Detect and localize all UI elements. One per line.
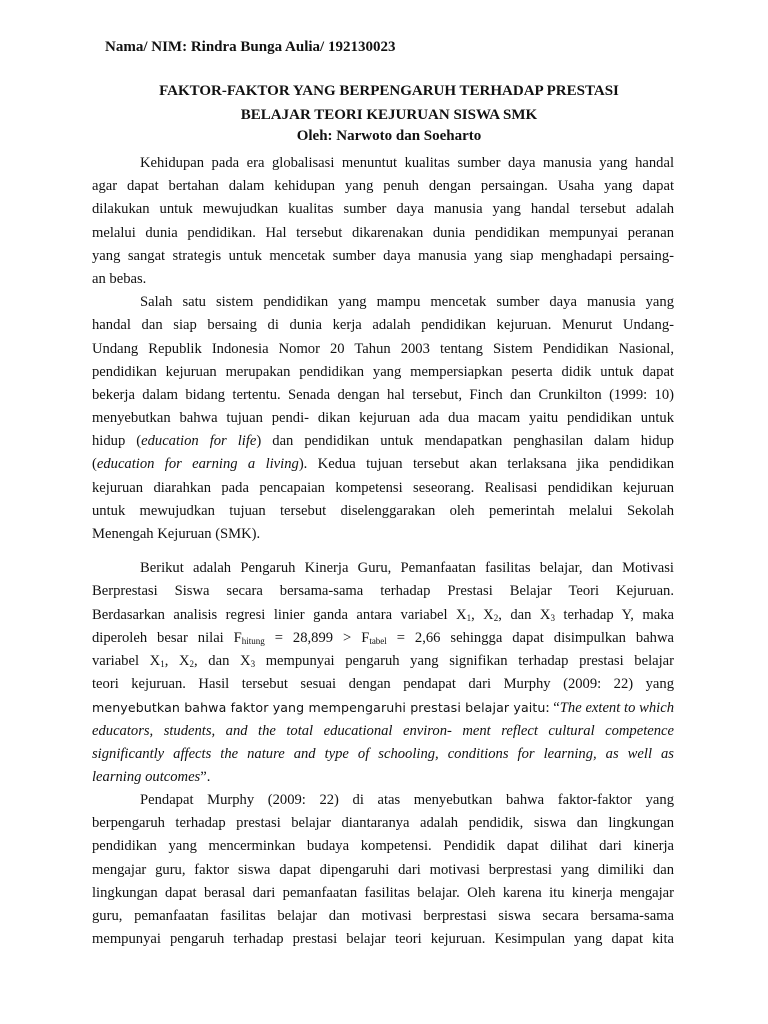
text-span: : “	[545, 700, 560, 717]
text-line	[92, 650, 674, 673]
text-line: Salah satu sistem pendidikan yang mampu mencetak sumber daya manusia yang	[140, 294, 674, 311]
text-line: berpengaruh terhadap prestasi belajar diantaranya adalah pendidik, siswa dan lingkungan	[92, 815, 674, 832]
text-line	[92, 604, 674, 627]
text-line: Pendapat Murphy (2009: 22) di atas menyebutkan bahwa faktor-faktor yang	[140, 792, 674, 809]
paragraph-3	[92, 557, 674, 789]
text-span: = 28,899 > F	[264, 629, 370, 646]
article-body	[92, 152, 674, 951]
text-line: lingkungan dapat berasal dari pemanfaatan fasilitas belajar. Oleh karena itu kinerja mengajar	[92, 884, 674, 901]
subscript: 3	[250, 658, 256, 669]
subscript: 1	[466, 612, 472, 623]
text-line: pendidikan kejuruan merupakan pendidikan yang mempersiapkan peserta didik untuk dapat	[92, 363, 674, 380]
text-line: Kehidupan pada era globalisasi menuntut kualitas sumber daya manusia yang handal	[140, 155, 674, 171]
text-line: mempunyai pengaruh terhadap prestasi belajar teori kejuruan. Kesimpulan yang dapat kita	[92, 931, 674, 948]
text-line: agar dapat bertahan dalam kehidupan yang penuh dengan persaingan. Usaha yang dapat	[92, 178, 674, 195]
text-line	[92, 696, 674, 719]
subscript: 2	[189, 658, 195, 669]
subscript: 1	[160, 658, 165, 669]
text-span: , X	[471, 606, 494, 623]
paragraph-2	[92, 291, 674, 546]
text-line: teori kejuruan. Hasil tersebut sesuai dengan pendapat dari Murphy (2009: 22) yang	[92, 676, 674, 693]
text-line	[92, 743, 674, 766]
text-line: dilakukan untuk mewujudkan kualitas sumber daya manusia yang handal tersebut adalah	[92, 201, 674, 218]
text-line	[92, 766, 674, 789]
text-line: an bebas.	[92, 270, 147, 287]
text-line: kejuruan diarahkan pada pencapaian kompetensi seseorang. Realisasi pendidikan kejuruan	[92, 479, 674, 496]
italic-term: education for life	[141, 433, 257, 450]
text-line	[92, 430, 674, 453]
text-line: mengajar guru, faktor siswa dapat dipengaruhi dari motivasi berprestasi yang dimiliki dan	[92, 861, 674, 878]
subscript: hitung	[241, 635, 265, 646]
text-line: menyebutkan bahwa tujuan pendi- dikan kejuruan ada dua macam yaitu pendidikan untuk	[92, 410, 674, 427]
italic-quote: educators, students, and the total educational environ- ment reflect cultural competence	[92, 722, 674, 739]
student-name-nim: Nama/ NIM: Rindra Bunga Aulia/ 192130023	[105, 39, 396, 55]
text-span: = 2,66 sehingga dapat disimpulkan bahwa	[386, 629, 674, 646]
text-span: Berdasarkan analisis regresi linier ganda antara variabel X	[92, 606, 467, 623]
text-line: melalui dunia pendidikan. Hal tersebut dikarenakan dunia pendidikan mempunyai peranan	[92, 224, 674, 241]
text-line: handal dan siap bersaing di dunia kerja adalah pendidikan kejuruan. Menurut Undang-	[92, 317, 674, 334]
text-span: , dan X	[194, 652, 251, 669]
italic-term: education for earning a living	[96, 456, 299, 473]
text-line: bekerja dalam bidang tertentu. Senada dengan hal tersebut, Finch dan Crunkilton (1999: 10)	[92, 386, 674, 403]
subscript: 3	[550, 612, 555, 623]
text-line: yang sangat strategis untuk mencetak sumber daya manusia yang siap menghadapi persaing-	[92, 247, 674, 264]
paragraph-4	[92, 789, 674, 951]
text-span: mempunyai pengaruh yang signifikan terhadap prestasi belajar	[255, 652, 674, 669]
text-line: untuk mewujudkan tujuan tersebut diselenggarakan oleh pemerintah melalui Sekolah	[92, 502, 674, 519]
text-line	[92, 453, 674, 476]
text-span: hidup (	[92, 433, 142, 450]
text-span: menyebutkan bahwa faktor yang mempengaruhi prestasi belajar yaitu	[92, 700, 546, 716]
text-line: Berikut adalah Pengaruh Kinerja Guru, Pemanfaatan fasilitas belajar, dan Motivasi	[140, 560, 674, 577]
italic-quote: significantly affects the nature and type of schooling, conditions for learning, as well as	[92, 745, 674, 762]
text-line	[92, 720, 674, 743]
text-span: terhadap Y, maka	[554, 606, 674, 623]
italic-quote: learning outcomes	[92, 768, 201, 785]
text-line	[92, 627, 674, 650]
subscript: tabel	[369, 635, 387, 646]
title-line-1: FAKTOR-FAKTOR YANG BERPENGARUH TERHADAP PRESTASI	[159, 83, 619, 99]
text-line: Berprestasi Siswa secara bersama-sama terhadap Prestasi Belajar Teori Kejuruan.	[92, 583, 674, 600]
text-line: guru, pemanfaatan fasilitas belajar dan motivasi berprestasi siswa secara bersama-sama	[92, 908, 674, 924]
title-line-2: BELAJAR TEORI KEJURUAN SISWA SMK	[240, 107, 538, 123]
subscript: 2	[493, 612, 499, 623]
text-span: variabel X	[92, 652, 161, 669]
text-span: , X	[164, 652, 190, 669]
text-span: ”.	[200, 768, 211, 785]
text-line: pendidikan yang mencerminkan budaya kompetensi. Pendidik dapat dilihat dari kinerja	[92, 838, 674, 855]
paragraph-1	[92, 152, 674, 291]
text-span: diperoleh besar nilai F	[92, 629, 242, 646]
paragraph-gap	[92, 546, 674, 557]
text-span: ). Kedua tujuan tersebut akan terlaksana jika pendidikan	[298, 456, 674, 473]
italic-quote: The extent to which	[559, 700, 674, 717]
text-line: Undang Republik Indonesia Nomor 20 Tahun 2003 tentang Sistem Pendidikan Nasional,	[92, 340, 674, 357]
title-authors: Oleh: Narwoto dan Soeharto	[296, 128, 482, 144]
text-span: ) dan pendidikan untuk mendapatkan penghasilan dalam hidup	[256, 433, 674, 450]
text-span: (	[92, 456, 97, 473]
text-span: , dan X	[498, 606, 551, 623]
text-line: Menengah Kejuruan (SMK).	[92, 526, 261, 542]
